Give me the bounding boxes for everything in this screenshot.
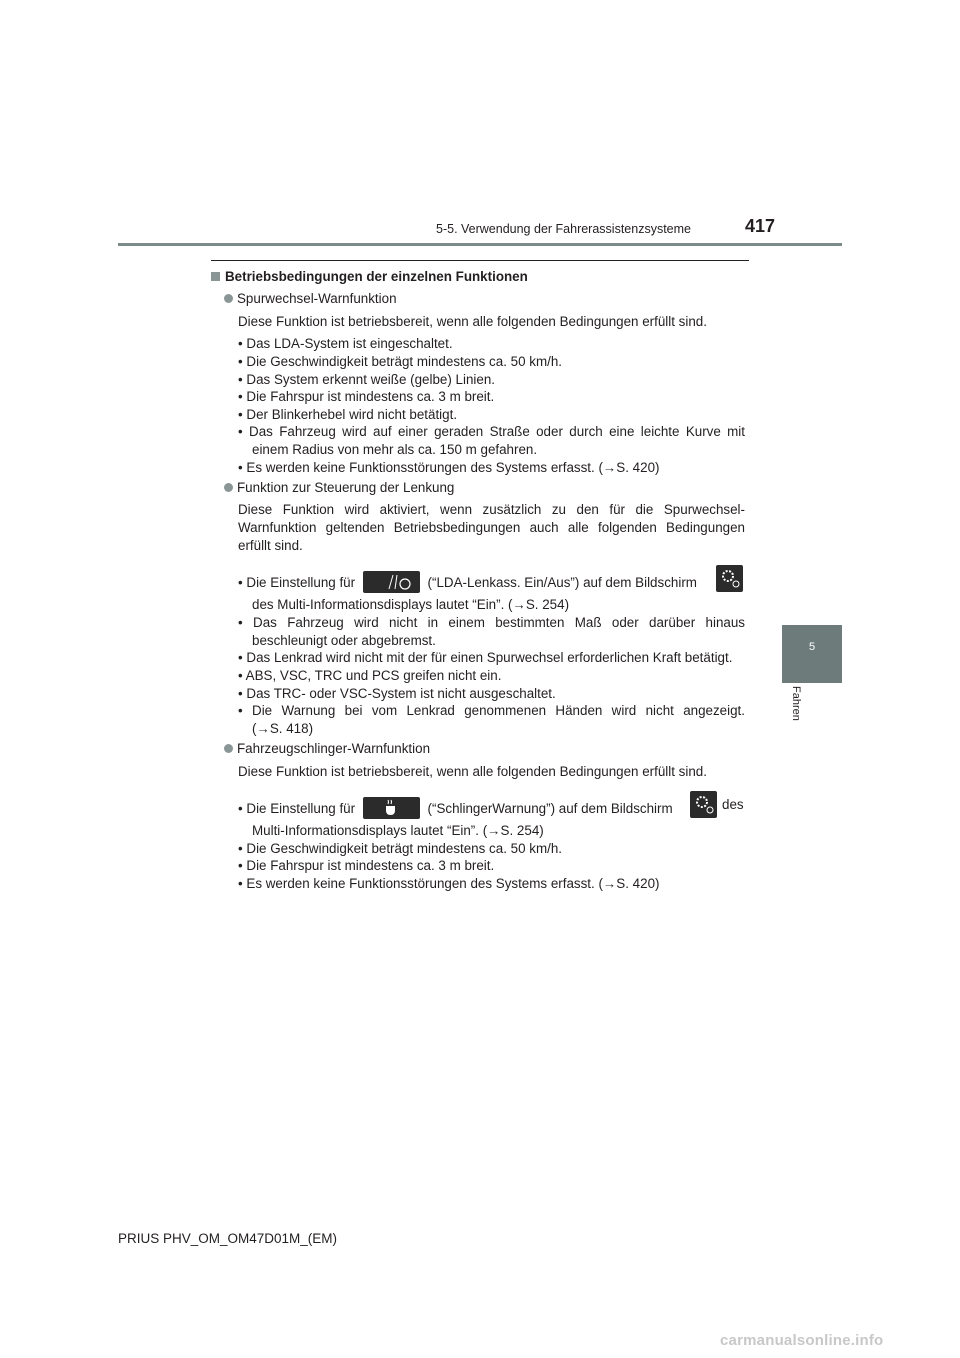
s2-bullet-cont: des Multi-Informationsdisplays lautet “Ein”. (→S. 254) (252, 597, 570, 612)
gear-settings-icon (716, 565, 743, 592)
gear-settings-icon (690, 791, 717, 818)
s2-intro: erfüllt sind. (238, 538, 303, 553)
coffee-cup-icon (363, 797, 420, 819)
s3-intro: Diese Funktion ist betriebsbereit, wenn alle folgenden Bedingungen erfüllt sind. (238, 764, 707, 779)
s1-bullet-cont: einem Radius von mehr als ca. 150 m gefahren. (252, 442, 538, 457)
s3-bullet: • Die Fahrspur ist mindestens ca. 3 m breit. (238, 858, 495, 873)
s2-bullet-cont: beschleunigt oder abgebremst. (252, 633, 436, 648)
chapter-label: Fahren (790, 686, 802, 721)
circle-bullet-icon (224, 744, 233, 753)
s3-bullet-end: des (722, 797, 744, 812)
s2-bullet: • Das Lenkrad wird nicht mit der für einen Spurwechsel erforderlichen Kraft betätigt. (238, 650, 733, 665)
s3-bullet: • Die Geschwindigkeit beträgt mindestens ca. 50 km/h. (238, 841, 562, 856)
s1-bullet: • Es werden keine Funktionsstörungen des Systems erfasst. (→S. 420) (238, 460, 660, 475)
s2-intro: Diese Funktion wird aktiviert, wenn zusätzlich zu den für die Spurwechsel- (238, 502, 745, 517)
s2-bullet: • ABS, VSC, TRC und PCS greifen nicht ein. (238, 668, 502, 683)
section-title: 5-5. Verwendung der Fahrerassistenzsysteme (436, 222, 691, 236)
s1-bullet: • Der Blinkerhebel wird nicht betätigt. (238, 407, 458, 422)
s2-bullet-setting: • Die Einstellung für (“LDA-Lenkass. Ein/Aus”) auf dem Bildschirm (238, 571, 697, 593)
s1-title: Spurwechsel-Warnfunktion (224, 291, 397, 306)
chapter-number: 5 (808, 641, 816, 653)
watermark: carmanualsonline.info (720, 1332, 884, 1349)
s1-bullet: • Die Geschwindigkeit beträgt mindestens ca. 50 km/h. (238, 354, 562, 369)
page-number: 417 (745, 216, 776, 236)
s3-bullet-cont: Multi-Informationsdisplays lautet “Ein”. (→S. 254) (252, 823, 544, 838)
s1-intro: Diese Funktion ist betriebsbereit, wenn alle folgenden Bedingungen erfüllt sind. (238, 314, 707, 329)
s3-bullet: • Es werden keine Funktionsstörungen des Systems erfasst. (→S. 420) (238, 876, 660, 891)
s2-bullet-cont: (→S. 418) (252, 721, 314, 736)
circle-bullet-icon (224, 483, 233, 492)
square-bullet-icon (211, 272, 220, 281)
steering-assist-icon (363, 571, 420, 593)
s3-title: Fahrzeugschlinger-Warnfunktion (224, 741, 430, 756)
s2-bullet: • Das Fahrzeug wird nicht in einem bestimmten Maß oder darüber hinaus (238, 615, 745, 630)
s1-bullet: • Die Fahrspur ist mindestens ca. 3 m breit. (238, 389, 495, 404)
s3-bullet-setting: • Die Einstellung für (“SchlingerWarnung”) auf dem Bildschirm (238, 797, 673, 819)
footer-doc-id: PRIUS PHV_OM_OM47D01M_(EM) (118, 1231, 338, 1246)
s2-bullet: • Das TRC- oder VSC-System ist nicht ausgeschaltet. (238, 686, 556, 701)
s1-bullet: • Das System erkennt weiße (gelbe) Linien. (238, 372, 495, 387)
s2-intro: Warnfunktion geltenden Betriebsbedingungen auch alle folgenden Bedingungen (238, 520, 745, 535)
s2-title: Funktion zur Steuerung der Lenkung (224, 480, 454, 495)
s1-bullet: • Das Fahrzeug wird auf einer geraden Straße oder durch eine leichte Kurve mit (238, 424, 745, 439)
circle-bullet-icon (224, 294, 233, 303)
s2-bullet: • Die Warnung bei vom Lenkrad genommenen Händen wird nicht angezeigt. (238, 703, 745, 718)
heading: Betriebsbedingungen der einzelnen Funktionen (211, 269, 528, 284)
s1-bullet: • Das LDA-System ist eingeschaltet. (238, 336, 453, 351)
